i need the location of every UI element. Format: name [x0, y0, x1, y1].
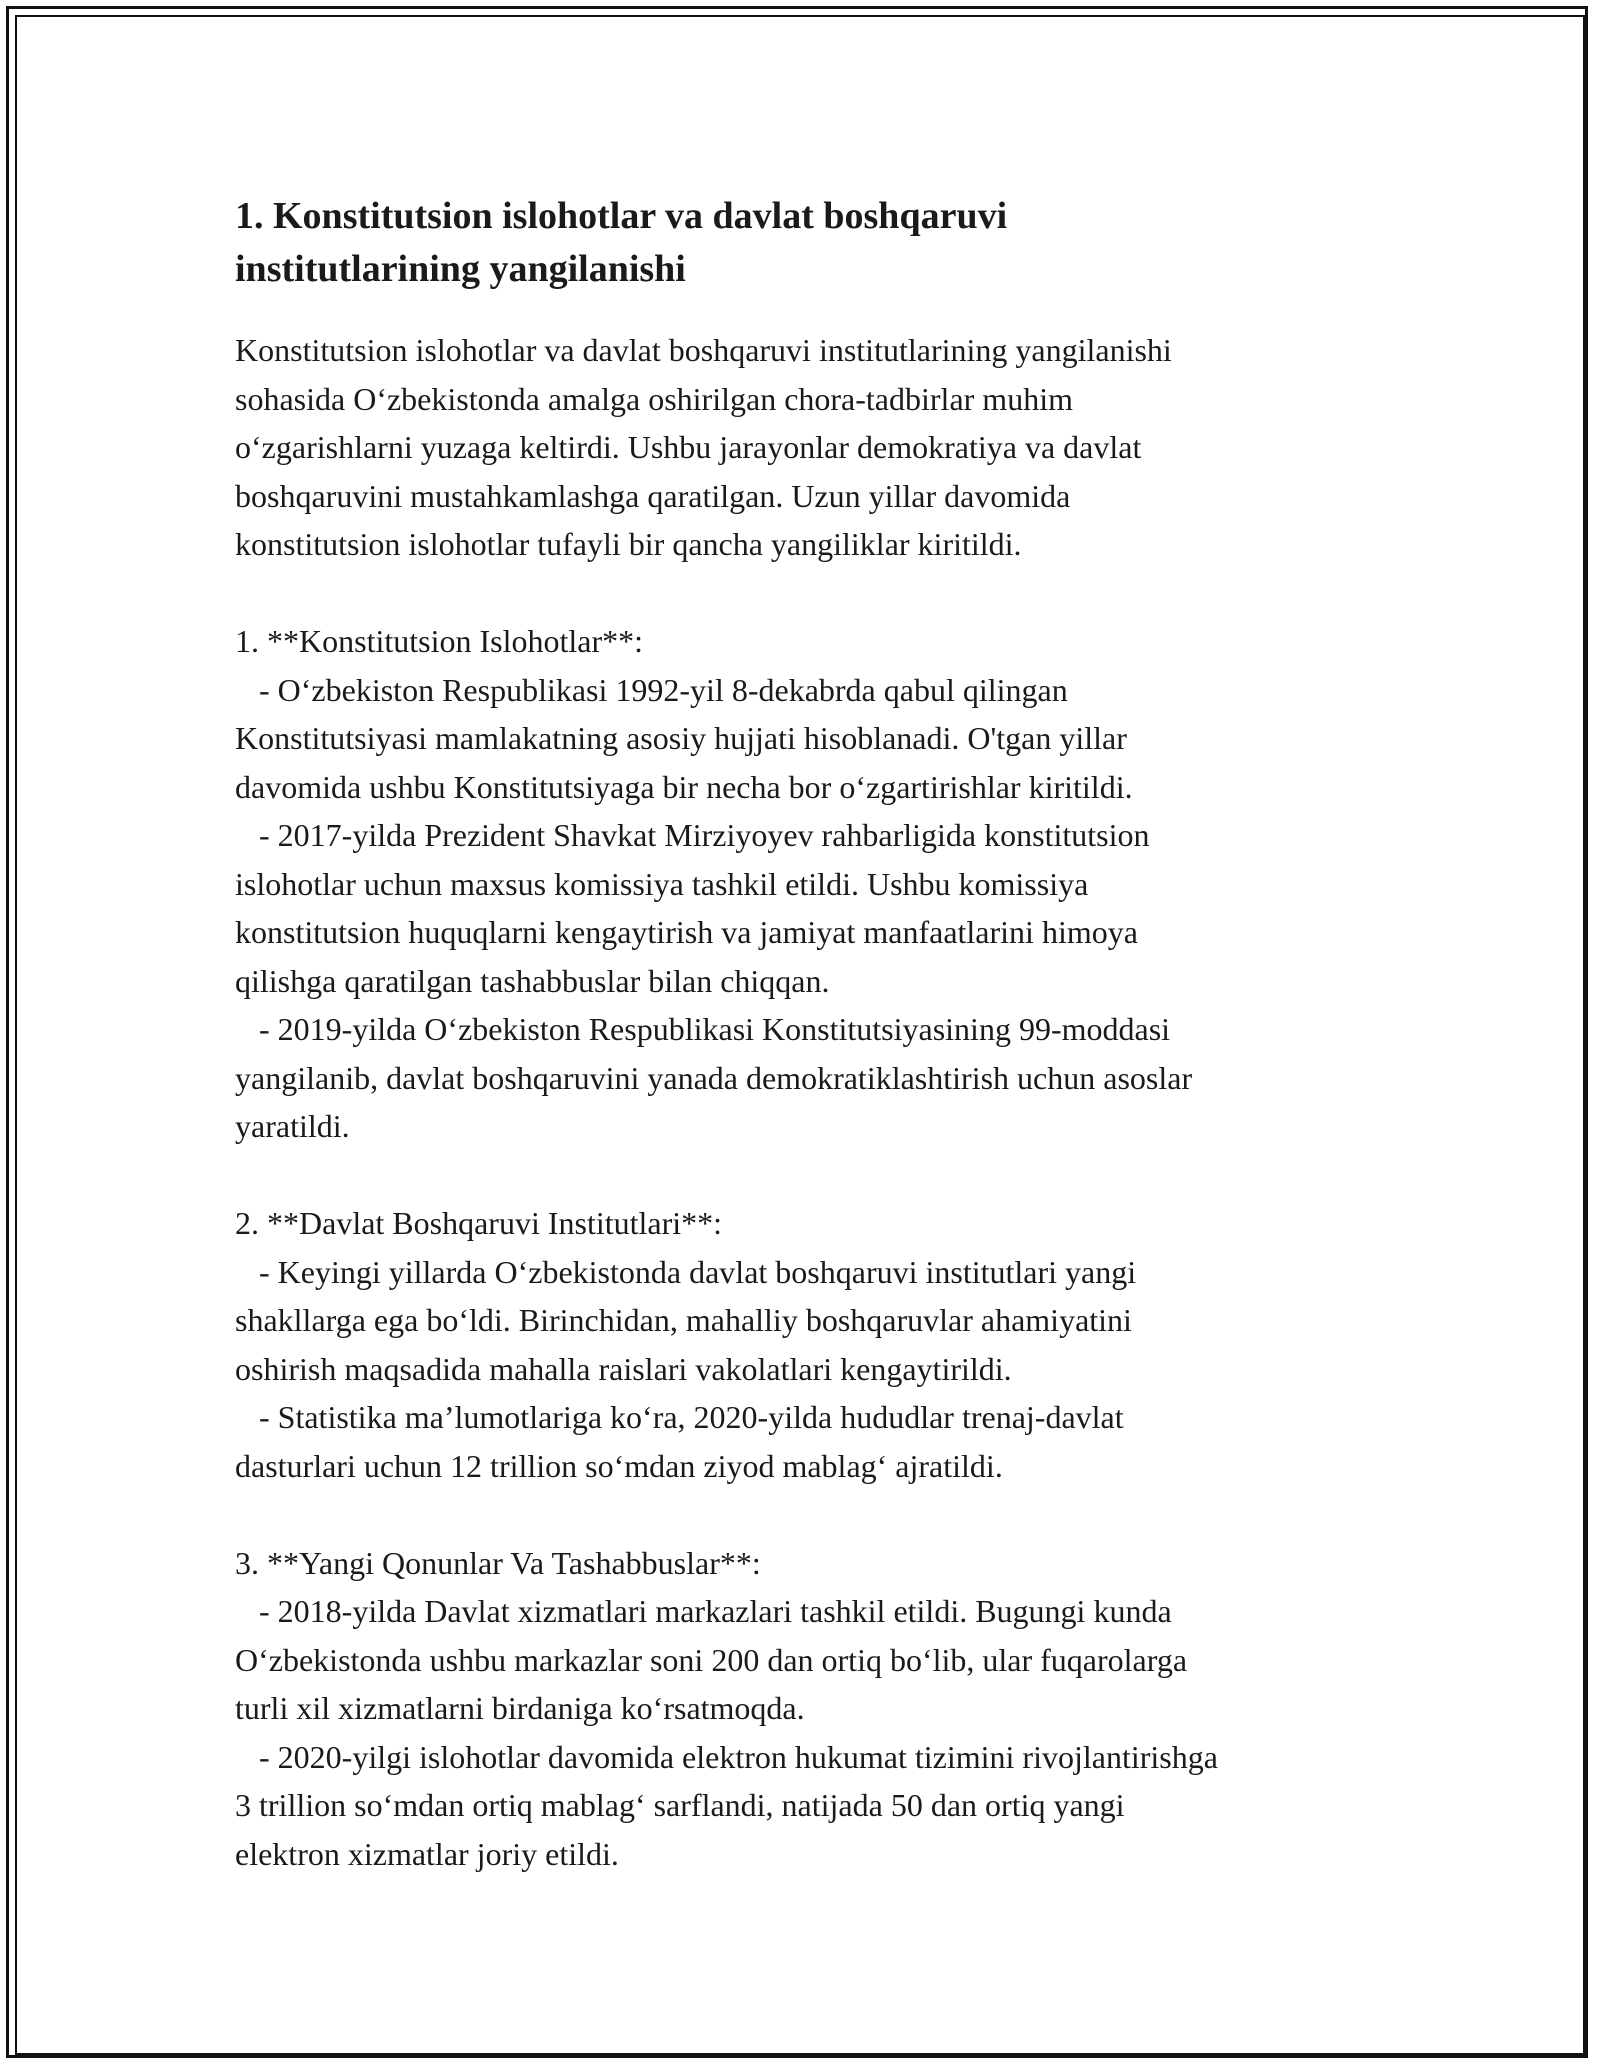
text-line: turli xil xizmatlarni birdaniga ko‘rsatmoqda.	[235, 1690, 805, 1726]
text-line: konstitutsion islohotlar tufayli bir qancha yangiliklar kiritildi.	[235, 526, 1022, 562]
section-constitutional-reforms	[235, 617, 1385, 1151]
text-line: - Statistika ma’lumotlariga ko‘ra, 2020-yilda hududlar trenaj-davlat	[235, 1399, 1124, 1435]
text-line: islohotlar uchun maxsus komissiya tashkil etildi. Ushbu komissiya	[235, 865, 1089, 902]
text-line: - 2017-yilda Prezident Shavkat Mirziyoyev rahbarligida konstitutsion	[235, 817, 1150, 853]
text-line: sohasida O‘zbekistonda amalga oshirilgan chora-tadbirlar muhim	[235, 380, 1073, 417]
section-new-laws	[235, 1539, 1385, 1879]
text-line: O‘zbekistonda ushbu markazlar soni 200 dan ortiq bo‘lib, ular fuqarolarga	[235, 1641, 1188, 1678]
section-heading: 3. **Yangi Qonunlar Va Tashabbuslar**:	[235, 1544, 761, 1581]
document-body	[235, 190, 1385, 1878]
section-heading: 1. **Konstitutsion Islohotlar**:	[235, 623, 643, 659]
text-line: - 2018-yilda Davlat xizmatlari markazlari tashkil etildi. Bugungi kunda	[235, 1593, 1172, 1629]
text-line: Konstitutsion islohotlar va davlat boshqaruvi institutlarining yangilanishi	[235, 332, 1172, 368]
section-heading: 2. **Davlat Boshqaruvi Institutlari**:	[235, 1205, 723, 1241]
text-line: Konstitutsiyasi mamlakatning asosiy hujjati hisoblanadi. O'tgan yillar	[235, 720, 1127, 756]
text-line: 3 trillion so‘mdan ortiq mablag‘ sarflandi, natijada 50 dan ortiq yangi	[235, 1787, 1125, 1823]
blank-line	[235, 1490, 1385, 1539]
blank-line	[235, 569, 1385, 618]
document-title	[235, 190, 1385, 296]
text-line: davomida ushbu Konstitutsiyaga bir necha bor o‘zgartirishlar kiritildi.	[235, 768, 1133, 805]
text-line: konstitutsion huquqlarni kengaytirish va jamiyat manfaatlarini himoya	[235, 914, 1138, 950]
text-line: shakllarga ega bo‘ldi. Birinchidan, mahalliy boshqaruvlar ahamiyatini	[235, 1302, 1132, 1338]
title-line: 1. Konstitutsion islohotlar va davlat boshqaruvi	[235, 195, 1008, 237]
text-line: yaratildi.	[235, 1108, 350, 1144]
text-line: - 2020-yilgi islohotlar davomida elektron hukumat tizimini rivojlantirishga	[235, 1738, 1218, 1775]
text-line: - Keyingi yillarda O‘zbekistonda davlat boshqaruvi institutlari yangi	[235, 1253, 1137, 1290]
text-line: boshqaruvini mustahkamlashga qaratilgan. Uzun yillar davomida	[235, 477, 1071, 514]
title-line: institutlarining yangilanishi	[235, 248, 686, 290]
text-line: - O‘zbekiston Respublikasi 1992-yil 8-dekabrda qabul qilingan	[235, 671, 1068, 708]
text-line: - 2019-yilda O‘zbekiston Respublikasi Konstitutsiyasining 99-moddasi	[235, 1011, 1171, 1047]
intro-paragraph	[235, 326, 1385, 569]
text-line: elektron xizmatlar joriy etildi.	[235, 1835, 619, 1872]
blank-line	[235, 1151, 1385, 1200]
section-state-institutions	[235, 1199, 1385, 1490]
text-line: o‘zgarishlarni yuzaga keltirdi. Ushbu jarayonlar demokratiya va davlat	[235, 429, 1142, 465]
text-line: yangilanib, davlat boshqaruvini yanada demokratiklashtirish uchun asoslar	[235, 1059, 1193, 1096]
text-line: dasturlari uchun 12 trillion so‘mdan ziyod mablag‘ ajratildi.	[235, 1447, 1003, 1484]
text-line: oshirish maqsadida mahalla raislari vakolatlari kengaytirildi.	[235, 1350, 1012, 1387]
text-line: qilishga qaratilgan tashabbuslar bilan chiqqan.	[235, 962, 830, 999]
